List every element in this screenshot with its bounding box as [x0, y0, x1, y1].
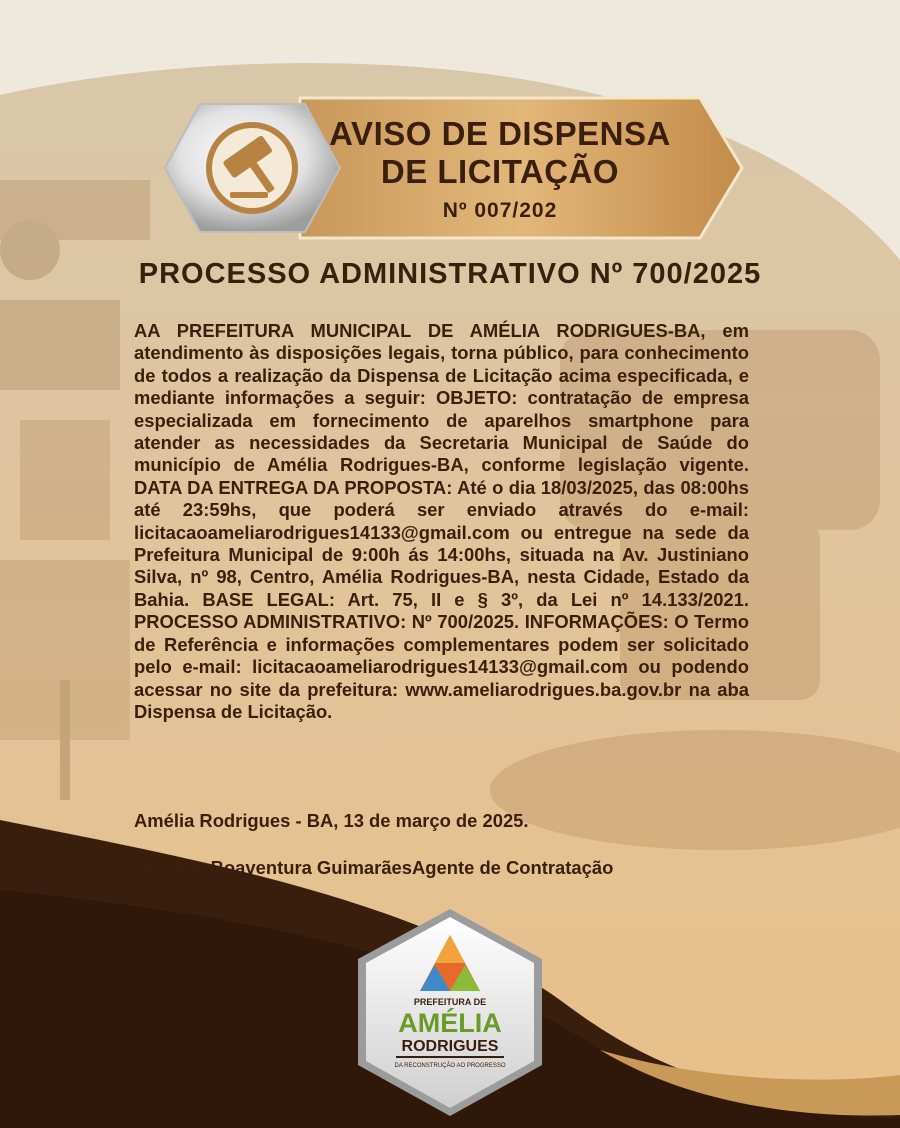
prefeitura-logo — [350, 905, 550, 1120]
notice-number: Nº 007/202 — [442, 199, 558, 222]
svg-text:DA RECONSTRUÇÃO AO PROGRESSO: DA RECONSTRUÇÃO AO PROGRESSO — [394, 1063, 506, 1069]
banner-title-line2: DE LICITAÇÃO — [380, 153, 620, 190]
process-title: PROCESSO ADMINISTRATIVO Nº 700/2025 — [138, 258, 762, 290]
svg-text:AMÉLIA: AMÉLIA — [398, 1008, 502, 1038]
svg-text:PREFEITURA DE: PREFEITURA DE — [413, 997, 487, 1007]
signature-line: Duciene Boaventura GuimarãesAgente de Contratação — [134, 857, 614, 878]
banner-title-line1: AVISO DE DISPENSA — [329, 115, 671, 152]
date-line: Amélia Rodrigues - BA, 13 de março de 2025. — [134, 810, 529, 831]
notice-body: AA PREFEITURA MUNICIPAL DE AMÉLIA RODRIGUES-BA, em atendimento às disposições legais, torna público, para conhecimento de todos a realização da Dispensa de Licitação acima especificada, e mediante informações a seguir: OBJETO: contratação de empresa especializada em fornecimento de aparelhos smartphone para atender as necessidades da Secretaria Municipal de Saúde do município de Amélia Rodrigues-BA, conforme legislação vigente. DATA DA ENTREGA DA PROPOSTA: Até o dia 18/03/2025, das 08:00hs até 23:59hs, que poderá ser enviado através do e-mail: licitacaoameliarodrigues14133@gmail.com ou entregue na sede da Prefeitura Municipal de 9:00h ás 14:00hs, situada na Av. Justiniano Silva, nº 98, Centro, Amélia Rodrigues-BA, nesta Cidade, Estado da Bahia. BASE LEGAL: Art. 75, II e § 3º, da Lei nº 14.133/2021. PROCESSO ADMINISTRATIVO: Nº 700/2025. INFORMAÇÕES: O Termo de Referência e informações complementares podem ser solicitado pelo e-mail: licitacaoameliarodrigues14133@gmail.com ou podendo acessar no site da prefeitura: www.ameliarodrigues.ba.gov.br na aba Dispensa de Licitação. — [134, 320, 749, 722]
svg-text:RODRIGUES: RODRIGUES — [401, 1038, 499, 1055]
